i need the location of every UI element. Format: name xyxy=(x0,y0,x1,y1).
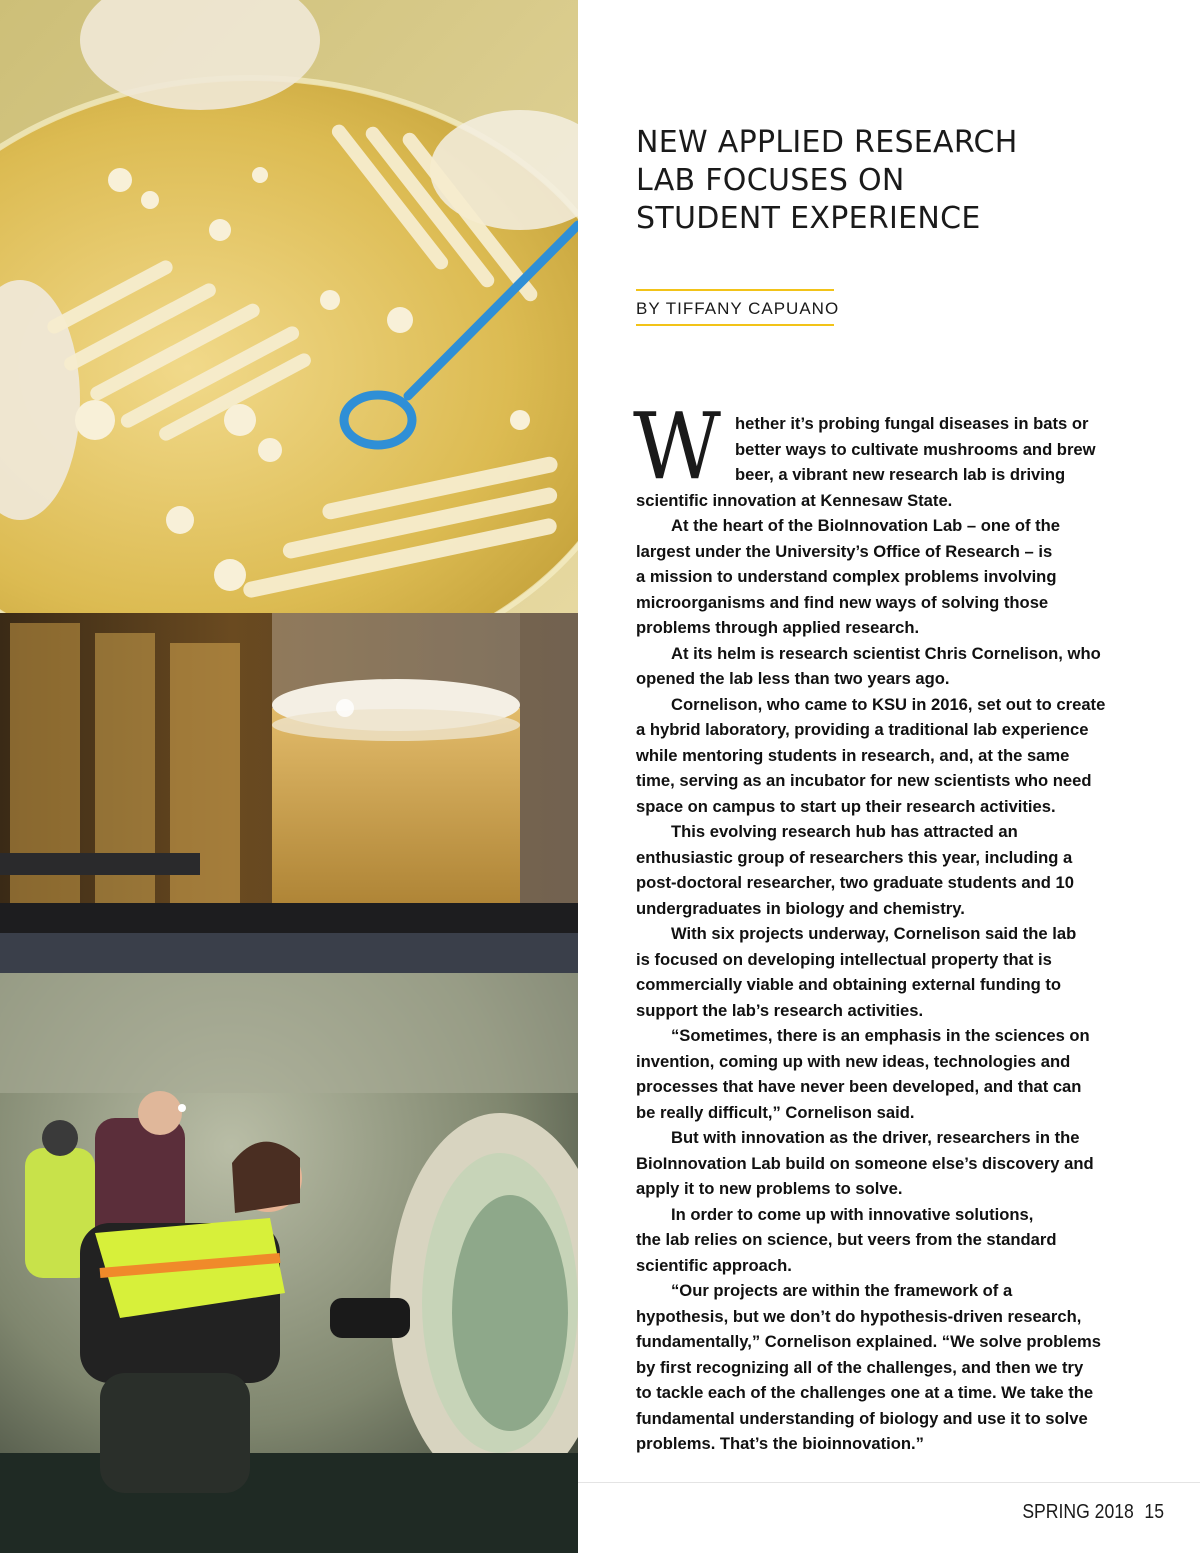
body-line: is focused on developing intellectual property that is xyxy=(636,949,1052,969)
body-line: by first recognizing all of the challenges, and then we try xyxy=(636,1357,1084,1377)
body-line: Cornelison, who came to KSU in 2016, set out to create xyxy=(671,694,1106,714)
body-line: enthusiastic group of researchers this year, including a xyxy=(636,847,1073,867)
body-line: support the lab’s research activities. xyxy=(636,1000,924,1020)
body-line: processes that have never been developed, and that can xyxy=(636,1077,1082,1096)
headline-line: LAB FOCUSES ON xyxy=(636,163,905,198)
body-line: be really difficult,” Cornelison said. xyxy=(636,1102,915,1122)
drop-cap: W xyxy=(633,393,721,500)
article-headline xyxy=(636,124,1156,238)
headline-line: NEW APPLIED RESEARCH xyxy=(636,125,1018,160)
body-line: a mission to understand complex problems involving xyxy=(636,567,1057,586)
body-line: problems. That’s the bioinnovation.” xyxy=(636,1434,924,1453)
body-line: This evolving research hub has attracted an xyxy=(671,822,1018,841)
article-body xyxy=(636,411,1141,1457)
body-line: the lab relies on science, but veers from the standard xyxy=(636,1230,1057,1249)
body-line: BioInnovation Lab build on someone else’s discovery and xyxy=(636,1153,1094,1173)
body-line: time, serving as an incubator for new scientists who need xyxy=(636,771,1092,790)
byline-bottom-rule xyxy=(636,324,834,326)
body-line: With six projects underway, Cornelison said the lab xyxy=(671,924,1077,943)
body-line: while mentoring students in research, and, at the same xyxy=(636,745,1070,765)
body-line: to tackle each of the challenges one at a time. We take the xyxy=(636,1383,1094,1402)
body-line: In order to come up with innovative solutions, xyxy=(671,1204,1034,1224)
body-line: fundamental understanding of biology and use it to solve xyxy=(636,1408,1088,1428)
petri-dish-photo xyxy=(0,0,578,613)
body-line: a hybrid laboratory, providing a traditional lab experience xyxy=(636,720,1089,739)
photo-column xyxy=(0,0,578,1553)
body-line: problems through applied research. xyxy=(636,618,920,637)
body-line: At the heart of the BioInnovation Lab – one of the xyxy=(671,516,1061,535)
body-line: invention, coming up with new ideas, technologies and xyxy=(636,1051,1071,1071)
page-number: 15 xyxy=(1144,1501,1164,1523)
body-line: largest under the University’s Office of Research – is xyxy=(636,541,1053,561)
body-line: “Sometimes, there is an emphasis in the sciences on xyxy=(671,1026,1090,1045)
body-line: space on campus to start up their research activities. xyxy=(636,796,1056,816)
culvert-researchers-photo xyxy=(0,973,578,1553)
body-line: hether it’s probing fungal diseases in bats or xyxy=(735,414,1089,433)
headline-line: STUDENT EXPERIENCE xyxy=(636,201,981,236)
issue-label: SPRING 2018 xyxy=(1022,1501,1134,1523)
body-line: hypothesis, but we don’t do hypothesis-driven research, xyxy=(636,1306,1082,1326)
body-line: commercially viable and obtaining external funding to xyxy=(636,975,1062,994)
byline-top-rule xyxy=(636,289,834,291)
body-line: microorganisms and find new ways of solving those xyxy=(636,592,1049,612)
body-line: post-doctoral researcher, two graduate students and 10 xyxy=(636,873,1075,892)
page-folio xyxy=(1022,1500,1164,1524)
body-line: But with innovation as the driver, researchers in the xyxy=(671,1128,1080,1147)
body-line: “Our projects are within the framework of a xyxy=(671,1281,1013,1300)
footer-rule xyxy=(578,1482,1200,1483)
body-line: scientific innovation at Kennesaw State. xyxy=(636,490,953,510)
body-line: better ways to cultivate mushrooms and brew xyxy=(735,439,1096,459)
body-line: beer, a vibrant new research lab is driving xyxy=(735,465,1066,484)
body-line: opened the lab less than two years ago. xyxy=(636,669,950,688)
byline: BY TIFFANY CAPUANO xyxy=(636,299,840,318)
body-line: undergraduates in biology and chemistry. xyxy=(636,898,965,918)
body-line: At its helm is research scientist Chris Cornelison, who xyxy=(671,643,1101,663)
body-line: apply it to new problems to solve. xyxy=(636,1179,903,1198)
test-tubes-photo xyxy=(0,613,578,973)
body-line: scientific approach. xyxy=(636,1255,792,1275)
body-line: fundamentally,” Cornelison explained. “We solve problems xyxy=(636,1332,1102,1351)
